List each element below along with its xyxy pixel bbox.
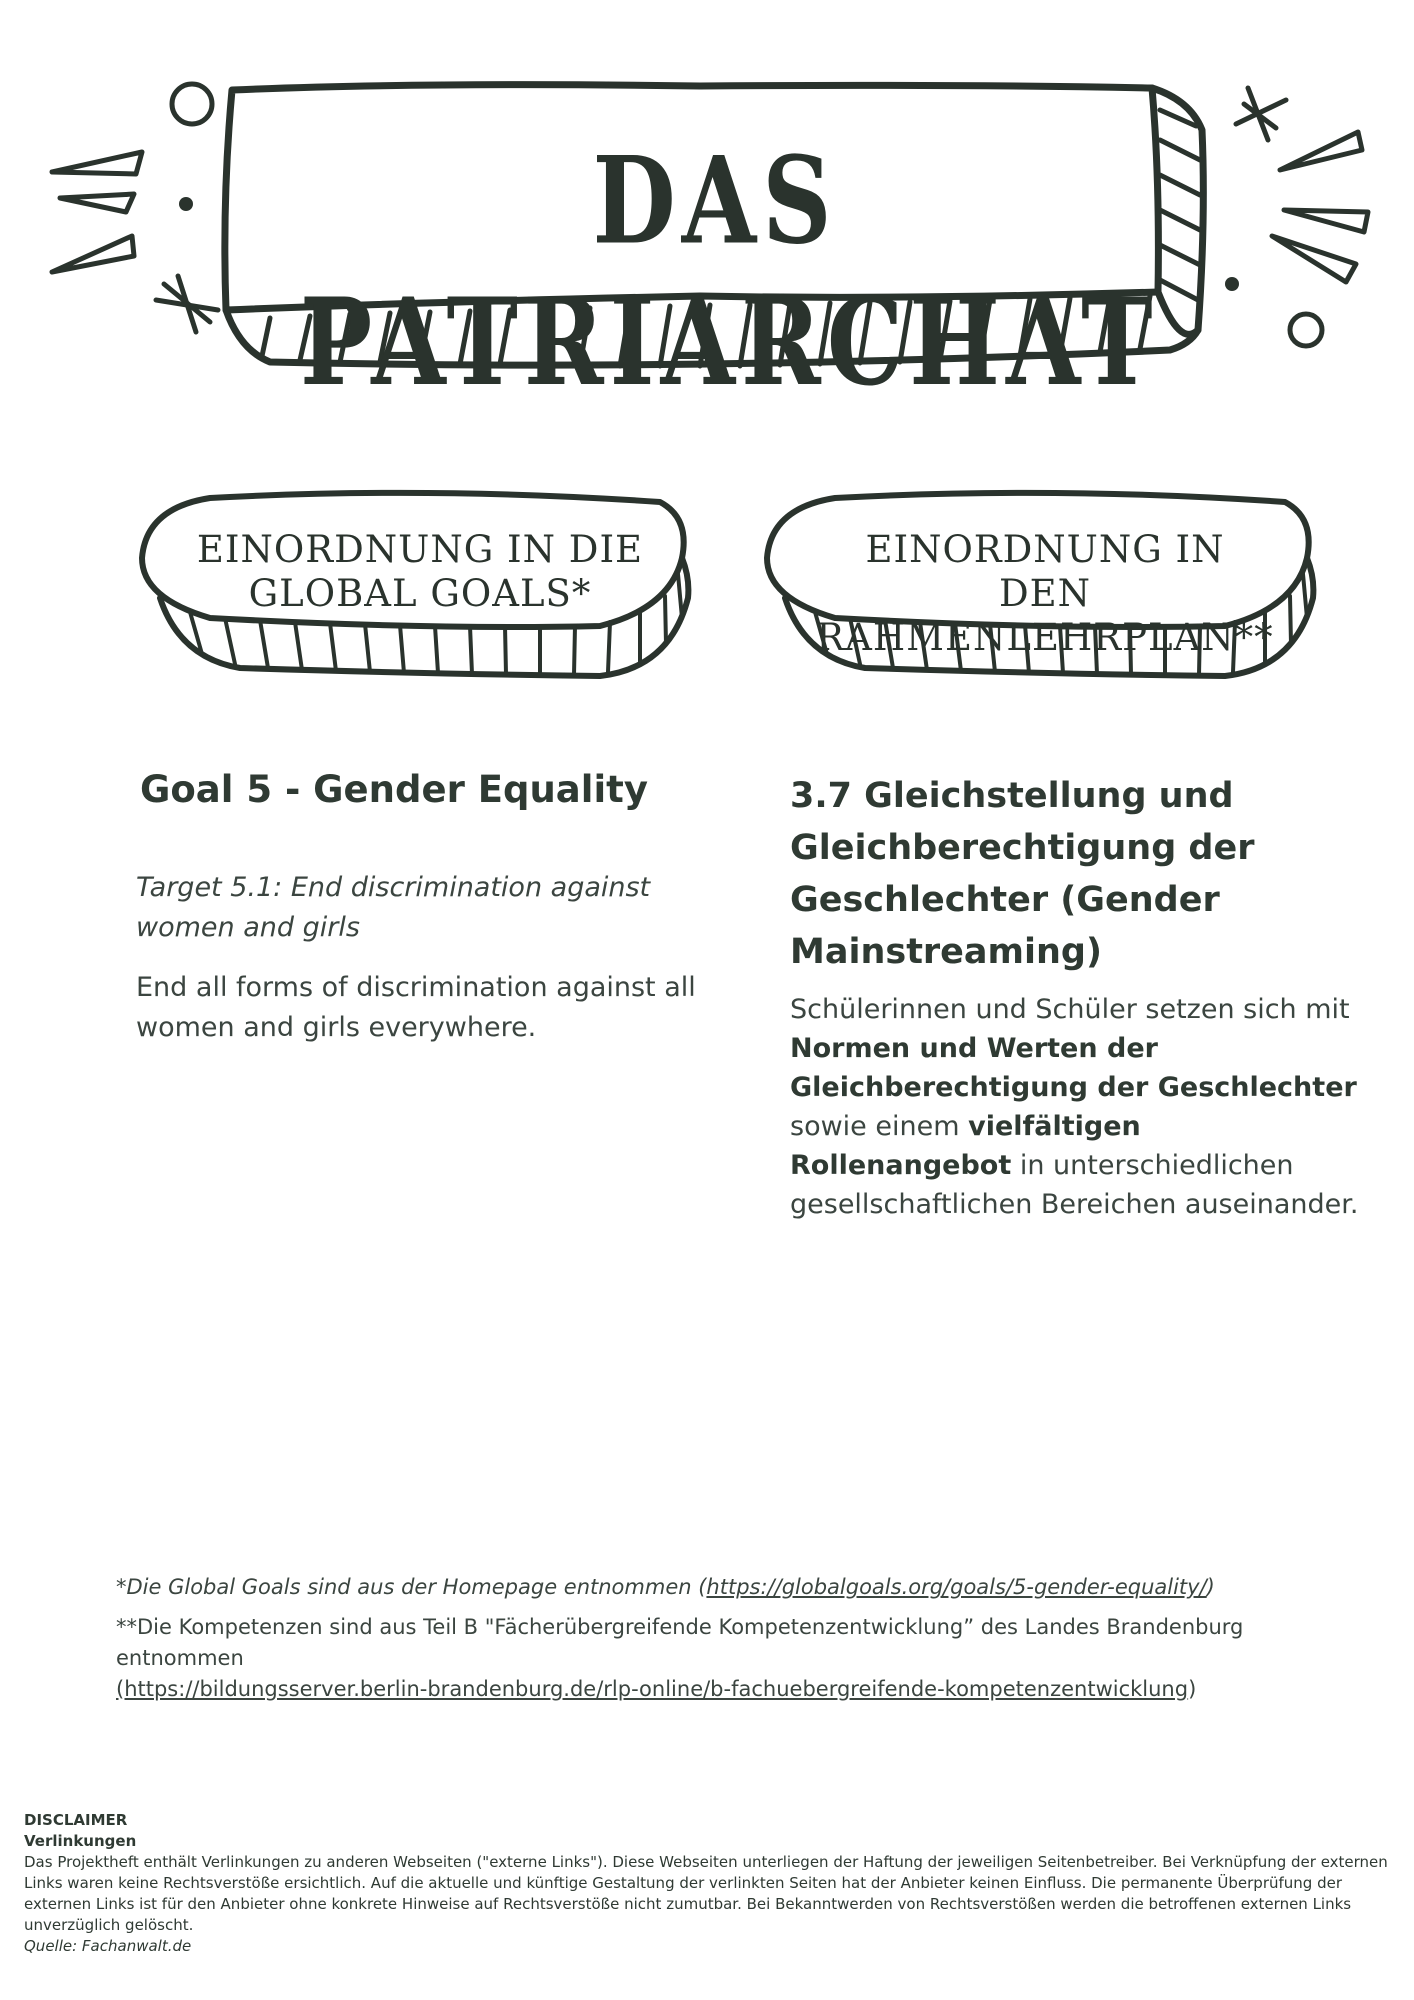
pill-global-goals-line2: GLOBAL GOALS* [248, 572, 592, 615]
pill-rahmenlehrplan-label [815, 528, 1275, 660]
disclaimer-source: Quelle: Fachanwalt.de [24, 1937, 192, 1955]
disclaimer-title: DISCLAIMER [24, 1811, 128, 1829]
footnote-global-goals [116, 1572, 1336, 1603]
pill-rahmenlehrplan-line1: EINORDNUNG IN DEN [865, 528, 1225, 615]
pill-global-goals-label [190, 528, 650, 616]
footnote-1-text: Die Global Goals sind aus der Homepage entnommen ( [126, 1575, 707, 1599]
curriculum-description [790, 990, 1370, 1224]
goal-description: End all forms of discrimination against all women and girls everywhere. [136, 972, 696, 1043]
footnote-1-suffix: ) [1206, 1575, 1215, 1599]
curriculum-text-3: in unterschiedlichen gesellschaftlichen Bereichen auseinander. [790, 1150, 1359, 1220]
goal-target: Target 5.1: End discrimination against women and girls [136, 872, 651, 943]
curriculum-bold-2: vielfältigen Rollenangebot [790, 1111, 1141, 1181]
footnote-2-text: **Die Kompetenzen sind aus Teil B "Fächerübergreifende Kompetenzentwicklung” des Landes Brandenburg entnommen [116, 1615, 1244, 1670]
decor-circle-icon [1290, 314, 1322, 346]
disclaimer [24, 1810, 1394, 1957]
decor-circle-icon [172, 84, 212, 124]
footnote-1-link[interactable]: https://globalgoals.org/goals/5-gender-equality/ [706, 1575, 1207, 1599]
pill-rahmenlehrplan-line2: RAHMENLEHRPLAN** [816, 616, 1274, 659]
footnote-1-prefix: * [116, 1575, 127, 1599]
curriculum-text-2: sowie einem [790, 1111, 960, 1142]
footnote-2-suffix: ) [1188, 1677, 1197, 1701]
footnote-2-link[interactable]: (https://bildungsserver.berlin-brandenburg.de/rlp-online/b-fachuebergreifende-kompetenzentwicklung [116, 1677, 1189, 1701]
curriculum-heading: 3.7 Gleichstellung und Gleichberechtigung der Geschlechter (Gender Mainstreaming) [790, 776, 1255, 972]
page-title: DAS PATRIARCHAT [300, 130, 1159, 413]
curriculum-text-1: Schülerinnen und Schüler setzen sich mit [790, 994, 1350, 1025]
pill-global-goals-line1: EINORDNUNG IN DIE [196, 528, 644, 571]
curriculum-bold-1: Normen und Werten der Gleichberechtigung der Geschlechter [790, 1033, 1357, 1103]
disclaimer-subtitle: Verlinkungen [24, 1832, 137, 1850]
disclaimer-text: Das Projektheft enthält Verlinkungen zu anderen Webseiten ("externe Links"). Diese Webseiten unterliegen der Haftung der jeweiligen Seitenbetreiber. Bei Verknüpfung der externen Links waren keine Rechtsverstöße ersichtlich. Auf die aktuelle und künftige Gestaltung der verlinkten Seiten hat der Anbieter keinen Einfluss. Die permanente Überprüfung der externen Links ist für den Anbieter ohne konkrete Hinweise auf Rechtsverstöße nicht zumutbar. Bei Bekanntwerden von Rechtsverstößen werden die betroffenen externen Links unverzüglich gelöscht. [24, 1853, 1388, 1934]
goal-heading: Goal 5 - Gender Equality [140, 768, 648, 811]
footnote-kompetenzen [116, 1612, 1336, 1705]
